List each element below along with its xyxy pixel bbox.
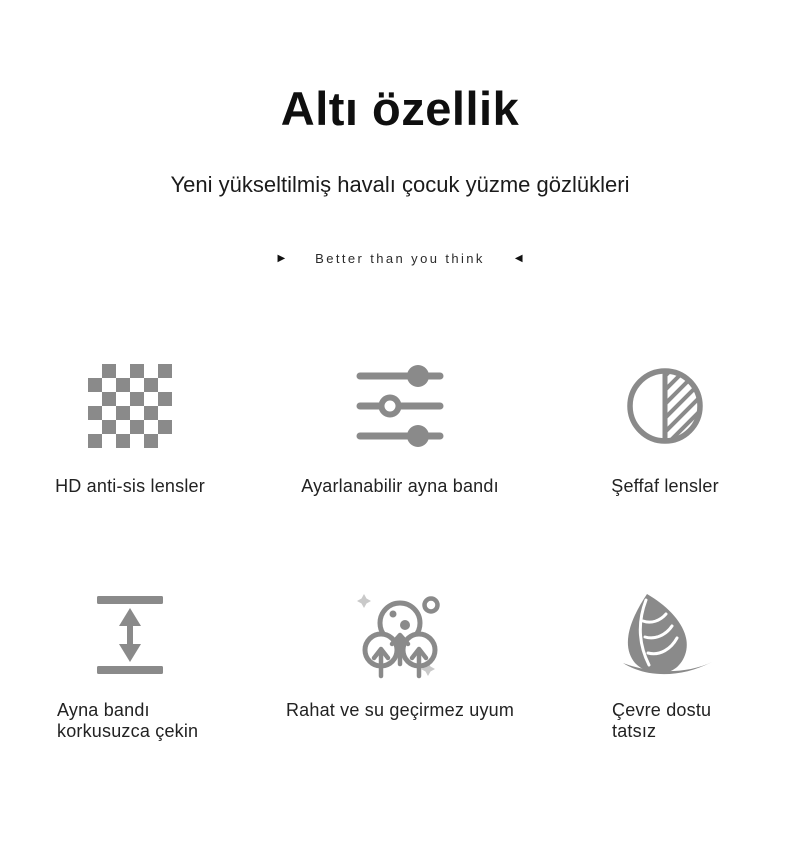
left-triangle-icon: ◀ xyxy=(514,252,523,264)
feature-label-line: tatsız xyxy=(612,721,657,741)
half-hatched-circle-icon xyxy=(625,366,705,446)
bubbles-icon xyxy=(350,584,450,688)
tagline xyxy=(0,251,800,266)
feature-label-line: Ayna bandı xyxy=(57,700,150,720)
tagline-text: Better than you think xyxy=(315,251,485,266)
feature-label: Şeffaf lensler xyxy=(611,476,719,496)
feature-waterproof-fit xyxy=(268,586,532,721)
feature-label: Ayarlanabilir ayna bandı xyxy=(301,476,499,496)
feature-pull-strap xyxy=(0,586,260,742)
feature-adjustable-strap xyxy=(268,358,532,497)
feature-label: Rahat ve su geçirmez uyum xyxy=(285,700,515,720)
feature-clear-lenses xyxy=(535,358,795,497)
stretch-arrows-icon xyxy=(95,595,165,677)
feature-hd-anti-fog xyxy=(0,358,260,497)
page-title: Altı özellik xyxy=(280,82,520,135)
feature-eco-friendly xyxy=(535,586,795,742)
checkerboard-icon xyxy=(88,364,172,448)
feature-label: HD anti-sis lensler xyxy=(55,476,205,496)
feature-label-line: korkusuzca çekin xyxy=(57,721,199,741)
sliders-icon xyxy=(356,364,444,448)
leaf-icon xyxy=(615,591,715,681)
feature-label xyxy=(535,700,795,742)
feature-label-line: Çevre dostu xyxy=(612,700,712,720)
right-triangle-icon: ▶ xyxy=(277,252,286,264)
page-subtitle: Yeni yükseltilmiş havalı çocuk yüzme gözlükleri xyxy=(170,172,630,197)
feature-label xyxy=(0,700,260,742)
